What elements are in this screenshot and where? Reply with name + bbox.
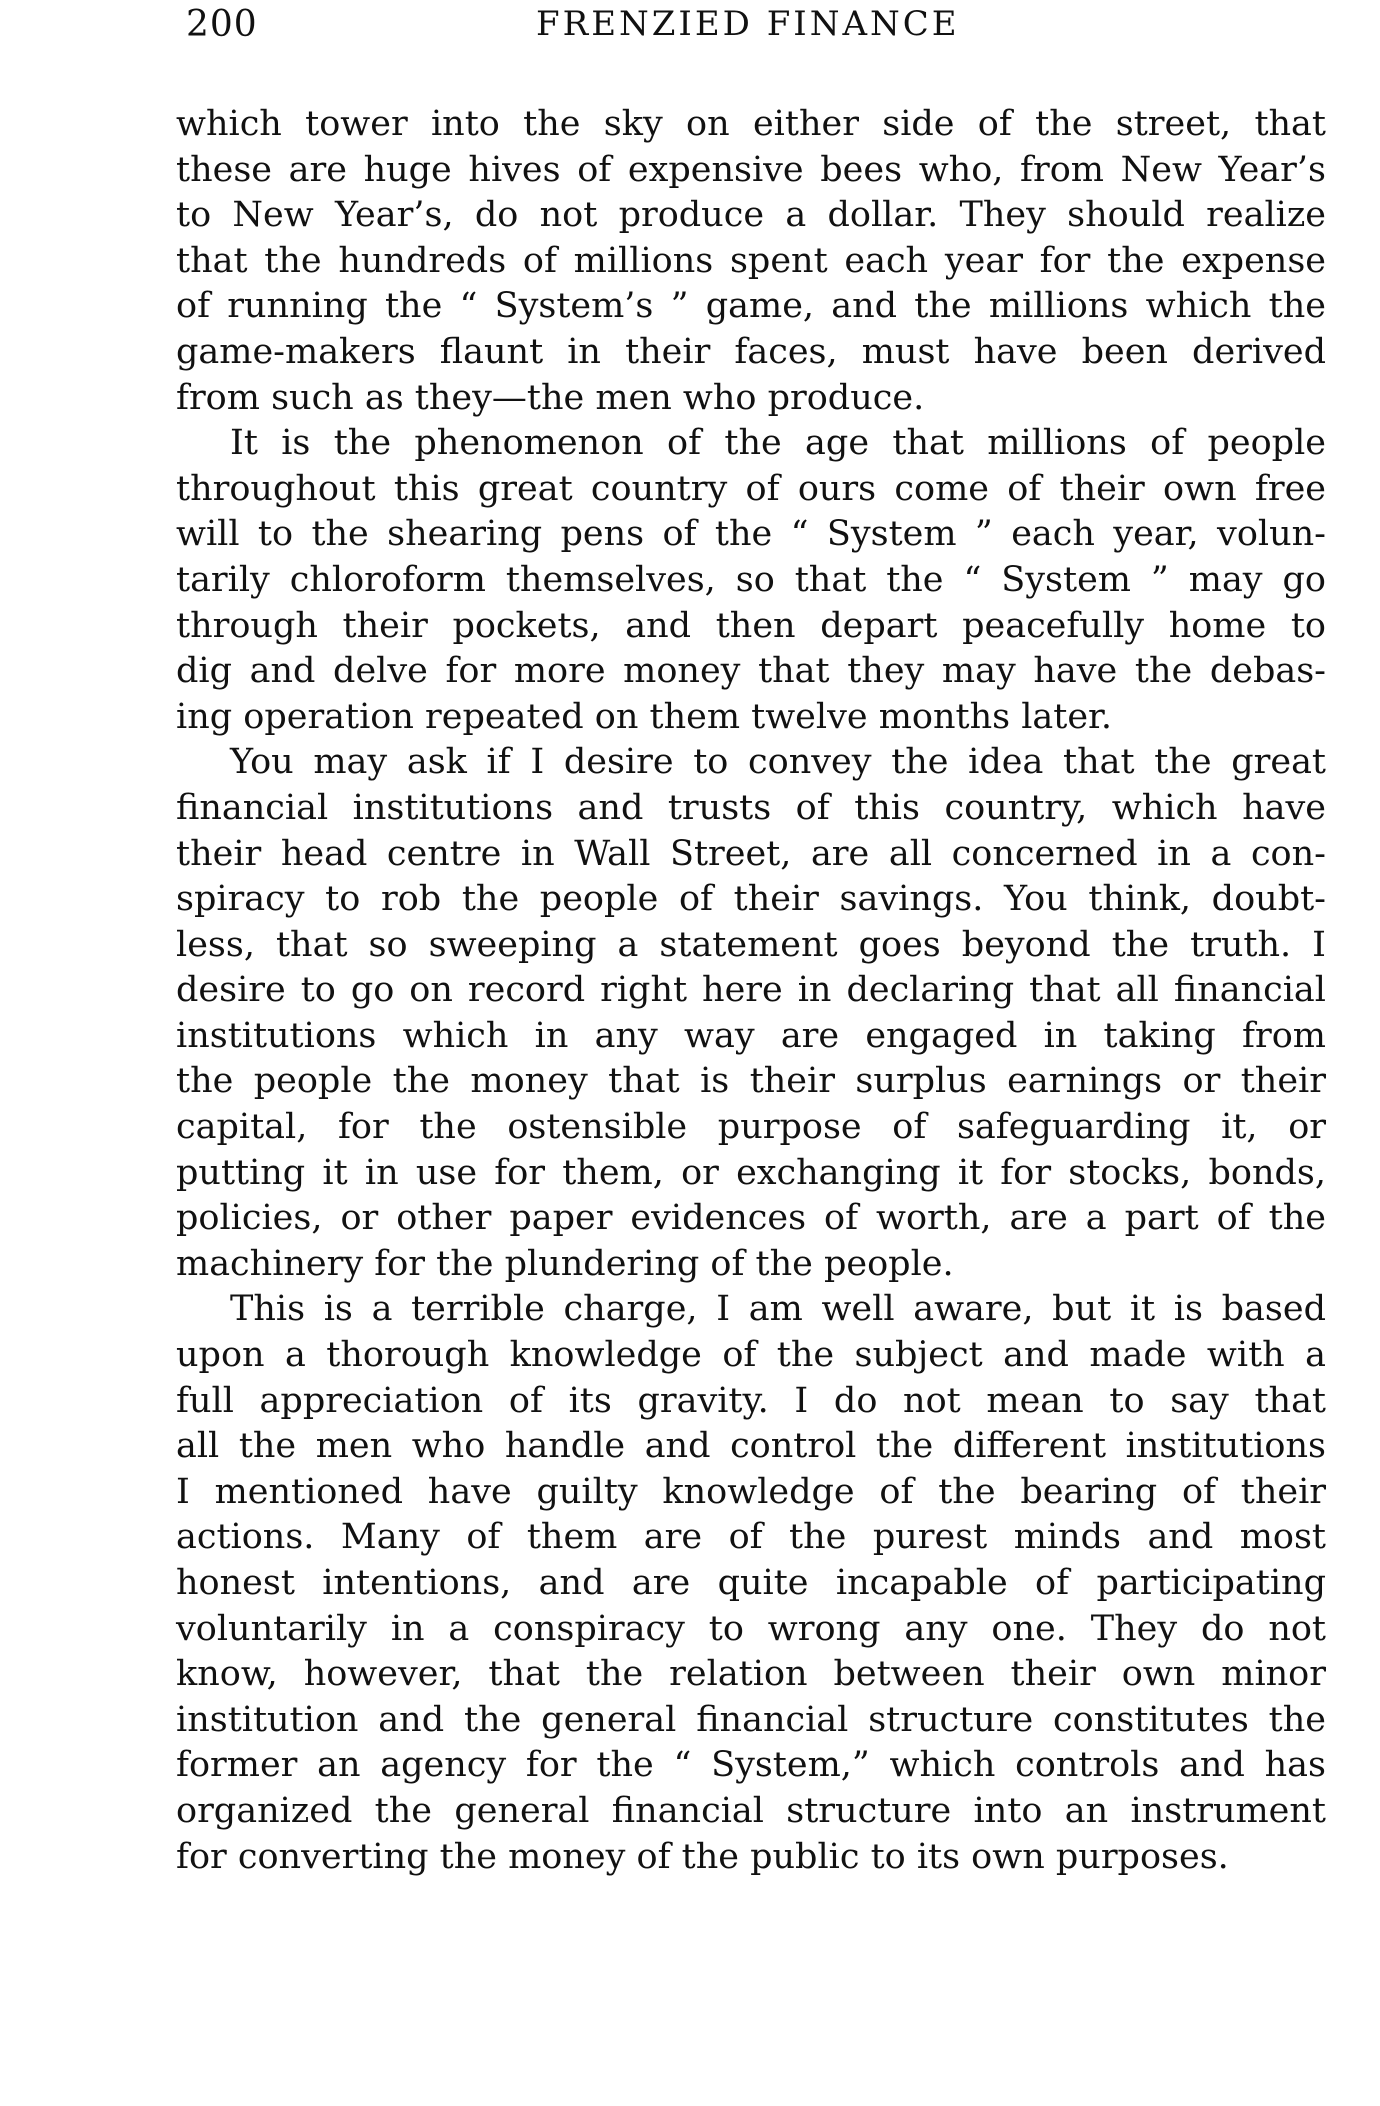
- text-line: throughout this great country of ours come of their own free: [176, 468, 1326, 509]
- text-line: game-makers flaunt in their faces, must have been derived: [176, 331, 1326, 372]
- text-line: capital, for the ostensible purpose of safeguarding it, or: [176, 1107, 1326, 1148]
- text-line: spiracy to rob the people of their savings. You think, doubt-: [176, 879, 1326, 920]
- text-line: You may ask if I desire to convey the idea that the great: [230, 742, 1326, 783]
- text-line: This is a terrible charge, I am well aware, but it is based: [230, 1289, 1326, 1330]
- text-line: former an agency for the “ System,” which controls and has: [176, 1745, 1326, 1786]
- text-line: their head centre in Wall Street, are all concerned in a con-: [176, 833, 1326, 874]
- text-line: organized the general financial structure into an instrument: [176, 1790, 1326, 1831]
- text-line: It is the phenomenon of the age that millions of people: [230, 423, 1326, 464]
- text-line: dig and delve for more money that they may have the debas-: [176, 651, 1326, 692]
- text-line: these are huge hives of expensive bees who, from New Year’s: [176, 149, 1326, 190]
- text-line: that the hundreds of millions spent each year for the expense: [176, 240, 1326, 281]
- text-line: tarily chloroform themselves, so that the “ System ” may go: [176, 559, 1326, 600]
- text-line: full appreciation of its gravity. I do not mean to say that: [176, 1380, 1326, 1421]
- text-line: upon a thorough knowledge of the subject and made with a: [176, 1335, 1326, 1376]
- text-line: less, that so sweeping a statement goes beyond the truth. I: [176, 924, 1326, 965]
- text-line: for converting the money of the public to its own purposes.: [176, 1836, 1229, 1877]
- text-line: actions. Many of them are of the purest minds and most: [176, 1517, 1326, 1558]
- text-line: which tower into the sky on either side of the street, that: [176, 104, 1326, 144]
- text-line: through their pockets, and then depart peacefully home to: [176, 605, 1326, 646]
- text-line: institution and the general financial structure constitutes the: [176, 1699, 1326, 1740]
- text-line: the people the money that is their surplus earnings or their: [176, 1061, 1326, 1102]
- text-line: of running the “ System’s ” game, and the millions which the: [176, 286, 1326, 327]
- text-line: from such as they—the men who produce.: [176, 377, 925, 418]
- body-text: [176, 102, 1326, 1880]
- text-line: institutions which in any way are engaged in taking from: [176, 1015, 1326, 1056]
- text-line: know, however, that the relation between their own minor: [176, 1654, 1326, 1695]
- text-line: voluntarily in a conspiracy to wrong any one. They do not: [176, 1608, 1326, 1649]
- text-line: financial institutions and trusts of this country, which have: [176, 787, 1326, 828]
- running-head: [186, 4, 1316, 56]
- text-line: desire to go on record right here in declaring that all financial: [176, 970, 1326, 1011]
- text-line: all the men who handle and control the different institutions: [176, 1426, 1326, 1467]
- text-line: policies, or other paper evidences of worth, are a part of the: [176, 1198, 1326, 1239]
- running-title: FRENZIED FINANCE: [536, 4, 960, 44]
- text-line: to New Year’s, do not produce a dollar. They should realize: [176, 195, 1326, 236]
- text-line: honest intentions, and are quite incapable of participating: [176, 1563, 1326, 1603]
- page-number: 200: [186, 4, 258, 45]
- text-line: will to the shearing pens of the “ System ” each year, volun-: [176, 514, 1326, 555]
- text-line: I mentioned have guilty knowledge of the bearing of their: [176, 1471, 1326, 1512]
- text-line: putting it in use for them, or exchanging it for stocks, bonds,: [176, 1152, 1326, 1193]
- text-line: machinery for the plundering of the people.: [176, 1243, 954, 1284]
- text-line: ing operation repeated on them twelve months later.: [176, 696, 1113, 737]
